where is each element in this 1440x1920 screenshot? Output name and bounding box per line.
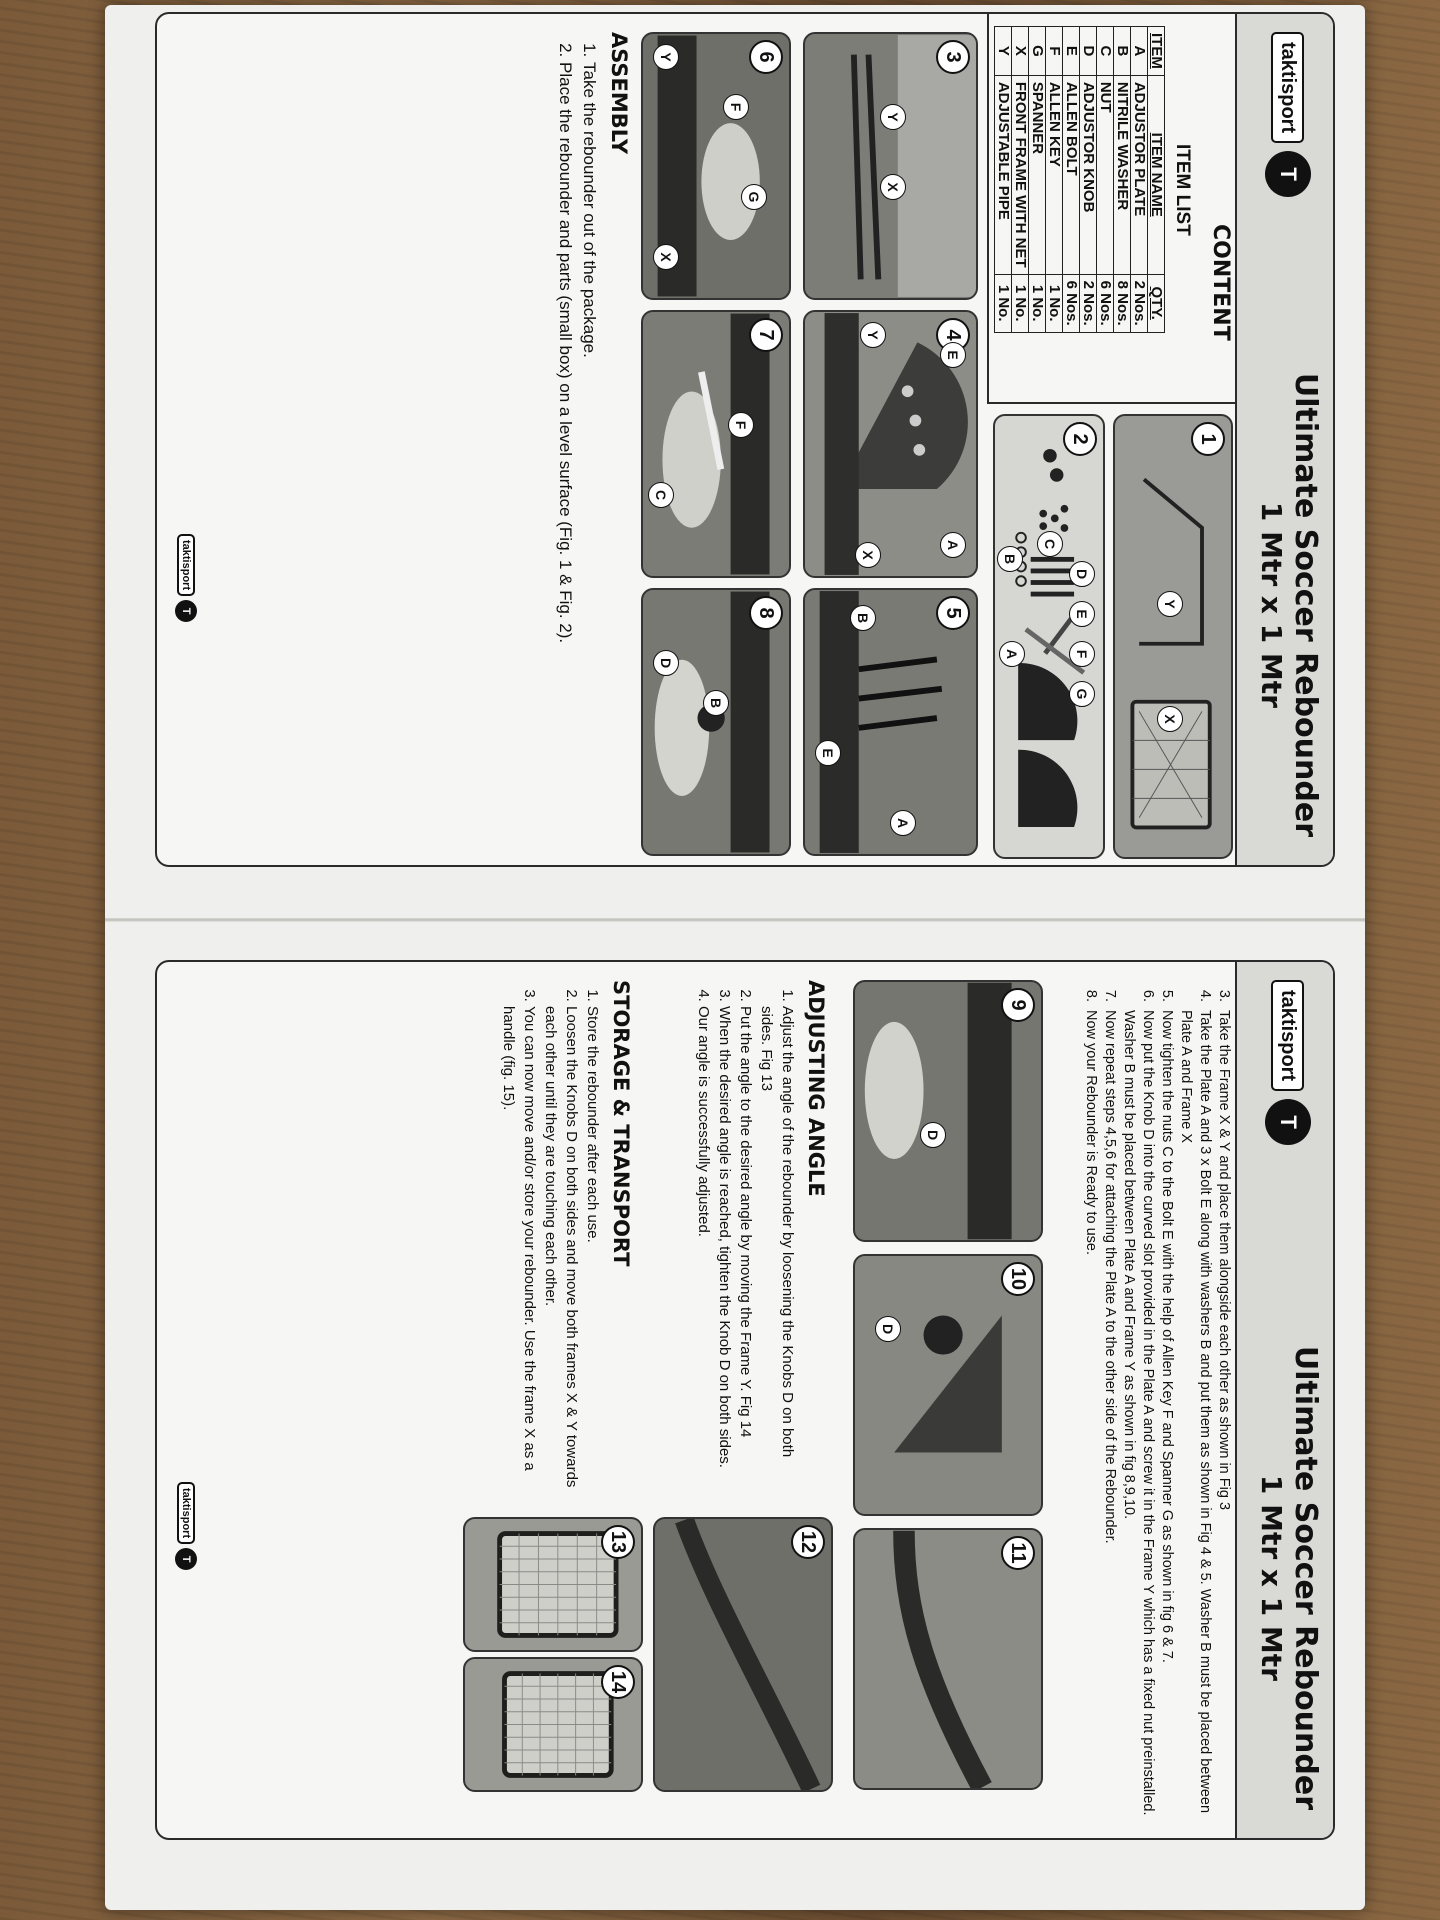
content-box <box>987 14 1237 404</box>
table-row <box>1131 27 1148 333</box>
figure-4 <box>803 310 978 578</box>
part-tag: B <box>703 690 729 716</box>
figure-1 <box>1113 414 1233 859</box>
assembly-steps <box>553 32 601 643</box>
figure-3 <box>803 32 978 300</box>
figure-9 <box>853 980 1043 1242</box>
table-row <box>1046 27 1063 333</box>
part-tag: Y <box>1157 591 1183 617</box>
item-code-cell: F <box>1046 27 1063 76</box>
column-header: ITEM <box>1148 27 1165 76</box>
part-tag: Y <box>860 322 886 348</box>
adjusting-angle-section <box>693 980 828 1500</box>
item-name-cell: SPANNER <box>1029 75 1046 274</box>
assembly-step: 1. Take the rebounder out of the package. <box>577 62 601 643</box>
figure-number: 6 <box>749 40 783 74</box>
figure-5 <box>803 588 978 856</box>
figure-number: 9 <box>1001 988 1035 1022</box>
part-tag: A <box>890 810 916 836</box>
figure-7 <box>641 310 791 578</box>
logo-text: taktisport <box>1272 980 1305 1091</box>
logo-text: taktisport <box>177 1482 195 1544</box>
figure-11 <box>853 1528 1043 1790</box>
adjusting-step: 3. When the desired angle is reached, tighten the Knob D on both sides. <box>714 1006 735 1500</box>
item-code-cell: E <box>1063 27 1080 76</box>
part-tag: B <box>997 546 1023 572</box>
figure-13 <box>463 1517 643 1652</box>
part-tag: D <box>1069 561 1095 587</box>
part-tag: X <box>880 174 906 200</box>
column-header: ITEM NAME <box>1148 75 1165 274</box>
part-tag: Y <box>653 44 679 70</box>
page-title <box>1255 1346 1323 1810</box>
item-code-cell: B <box>1114 27 1131 76</box>
page-content-assembly <box>155 12 1335 867</box>
brand-logo <box>1265 980 1311 1145</box>
figure-number: 10 <box>1001 1262 1035 1296</box>
part-tag: E <box>1069 601 1095 627</box>
instruction-step: 8. Now your Rebounder is Ready to use. <box>1081 1006 1100 1846</box>
adjusting-step: 1. Adjust the angle of the rebounder by loosening the Knobs D on both sides. Fig 13 <box>756 1006 798 1500</box>
logo-text: taktisport <box>177 534 195 596</box>
figure-number: 3 <box>936 40 970 74</box>
instruction-step: 4. Take the Plate A and 3 x Bolt E along with washers B and put them as shown in Fig 4 & 5. Washer B must be placed between Plate A and Frame X <box>1176 1006 1214 1846</box>
item-qty-cell: 1 No. <box>1046 274 1063 332</box>
item-code-cell: D <box>1080 27 1097 76</box>
item-name-cell: ADJUSTOR KNOB <box>1080 75 1097 274</box>
instruction-steps <box>1081 980 1233 1846</box>
figure-14 <box>463 1657 643 1792</box>
part-tag: E <box>815 740 841 766</box>
item-qty-cell: 1 No. <box>1029 274 1046 332</box>
figure-photo <box>655 1519 831 1790</box>
table-row <box>1012 27 1029 333</box>
part-tag: F <box>723 94 749 120</box>
item-name-cell: ADJUSTOR PLATE <box>1131 75 1148 274</box>
storage-step: 1. Store the rebounder after each use. <box>582 1006 603 1500</box>
item-code-cell: X <box>1012 27 1029 76</box>
adjusting-step: 2. Put the angle to the desired angle by moving the Frame Y. Fig 14 <box>735 1006 756 1500</box>
item-code-cell: G <box>1029 27 1046 76</box>
instruction-step: 6. Now put the Knob D into the curved slot provided in the Plate A and screw it in the Frame Y which has a fixed nut preinstalled. Washer B must be placed between Plate A and Frame Y as shown in fig 8,9,10. <box>1119 1006 1157 1846</box>
figure-number: 4 <box>936 318 970 352</box>
table-header-row <box>1148 27 1165 333</box>
figure-number: 1 <box>1191 422 1225 456</box>
storage-step: 3. You can now move and/or store your rebounder. Use the frame X as a handle (fig. 15). <box>498 1006 540 1500</box>
instruction-step: 3. Take the Frame X & Y and place them alongside each other as shown in Fig 3 <box>1214 1006 1233 1846</box>
title-line1: Ultimate Soccer Rebounder <box>1288 1345 1323 1810</box>
content-heading: CONTENT <box>1208 224 1233 341</box>
part-tag: D <box>653 650 679 676</box>
item-code-cell: C <box>1097 27 1114 76</box>
part-tag: E <box>940 342 966 368</box>
figure-number: 12 <box>791 1525 825 1559</box>
adjusting-steps <box>693 980 798 1500</box>
table-row <box>1029 27 1046 333</box>
part-tag: F <box>1069 641 1095 667</box>
figure-number: 13 <box>601 1525 635 1559</box>
part-tag: B <box>850 605 876 631</box>
storage-section <box>498 980 633 1500</box>
figure-number: 8 <box>749 596 783 630</box>
footer-logo <box>175 1482 197 1570</box>
figure-6 <box>641 32 791 300</box>
adjusting-heading: ADJUSTING ANGLE <box>804 980 828 1197</box>
part-tag: F <box>728 412 754 438</box>
item-qty-cell: 6 Nos. <box>1097 274 1114 332</box>
page-fold <box>105 918 1365 922</box>
item-qty-cell: 2 Nos. <box>1131 274 1148 332</box>
page-title <box>1255 373 1323 837</box>
part-tag: A <box>999 641 1025 667</box>
figure-number: 5 <box>936 596 970 630</box>
item-list-table <box>994 26 1165 333</box>
assembly-section <box>553 32 631 643</box>
assembly-heading: ASSEMBLY <box>607 32 631 155</box>
storage-step: 2. Loosen the Knobs D on both sides and move both frames X & Y towards each other until they are touching each other. <box>540 1006 582 1500</box>
part-tag: X <box>653 244 679 270</box>
item-name-cell: ALLEN KEY <box>1046 75 1063 274</box>
part-tag: C <box>1037 531 1063 557</box>
part-tag: D <box>920 1122 946 1148</box>
assembly-step: 2. Place the rebounder and parts (small box) on a level surface (Fig. 1 & Fig. 2). <box>553 62 577 643</box>
logo-mark-icon: T <box>1265 151 1311 197</box>
parts-illustration <box>995 416 1103 857</box>
figure-number: 7 <box>749 318 783 352</box>
item-qty-cell: 2 Nos. <box>1080 274 1097 332</box>
item-name-cell: NITRILE WASHER <box>1114 75 1131 274</box>
item-name-cell: ADJUSTABLE PIPE <box>995 75 1012 274</box>
item-qty-cell: 1 No. <box>1012 274 1029 332</box>
logo-mark-icon: T <box>175 1548 197 1570</box>
item-name-cell: ALLEN BOLT <box>1063 75 1080 274</box>
figure-8 <box>641 588 791 856</box>
item-name-cell: FRONT FRAME WITH NET <box>1012 75 1029 274</box>
frames-illustration <box>1115 416 1231 857</box>
title-line1: Ultimate Soccer Rebounder <box>1288 372 1323 837</box>
item-qty-cell: 6 Nos. <box>1063 274 1080 332</box>
part-tag: Y <box>880 104 906 130</box>
page-instructions <box>155 960 1335 1840</box>
page-header <box>1235 962 1333 1838</box>
figure-number: 11 <box>1001 1536 1035 1570</box>
item-name-cell: NUT <box>1097 75 1114 274</box>
item-list-title: ITEM LIST <box>1172 144 1193 236</box>
figure-10 <box>853 1254 1043 1516</box>
item-qty-cell: 8 Nos. <box>1114 274 1131 332</box>
figure-number: 14 <box>601 1665 635 1699</box>
storage-steps <box>498 980 603 1500</box>
part-tag: D <box>875 1316 901 1342</box>
table-row <box>995 27 1012 333</box>
title-line2: 1 Mtr x 1 Mtr <box>1255 501 1288 708</box>
logo-mark-icon: T <box>175 600 197 622</box>
table-row <box>1080 27 1097 333</box>
figure-12 <box>653 1517 833 1792</box>
part-tag: G <box>741 184 767 210</box>
item-code-cell: Y <box>995 27 1012 76</box>
part-tag: G <box>1069 681 1095 707</box>
part-tag: X <box>855 542 881 568</box>
part-tag: C <box>648 482 674 508</box>
instruction-step: 7. Now repeat steps 4,5,6 for attaching the Plate A to the other side of the Rebounder. <box>1100 1006 1119 1846</box>
figure-number: 2 <box>1063 422 1097 456</box>
adjusting-step: 4. Our angle is successfully adjusted. <box>693 1006 714 1500</box>
item-code-cell: A <box>1131 27 1148 76</box>
part-tag: A <box>940 532 966 558</box>
page-header <box>1235 14 1333 865</box>
logo-text: taktisport <box>1272 32 1305 143</box>
table-row <box>1114 27 1131 333</box>
figure-2 <box>993 414 1105 859</box>
footer-logo <box>175 534 197 622</box>
table-row <box>1063 27 1080 333</box>
logo-mark-icon: T <box>1265 1099 1311 1145</box>
column-header: QTY. <box>1148 274 1165 332</box>
instruction-step: 5. Now tighten the nuts C to the Bolt E with the help of Allen Key F and Spanner G as shown in fig 6 & 7. <box>1157 1006 1176 1846</box>
part-tag: X <box>1157 706 1183 732</box>
title-line2: 1 Mtr x 1 Mtr <box>1255 1474 1288 1681</box>
storage-heading: STORAGE & TRANSPORT <box>609 980 633 1267</box>
item-qty-cell: 1 No. <box>995 274 1012 332</box>
table-row <box>1097 27 1114 333</box>
brand-logo <box>1265 32 1311 197</box>
